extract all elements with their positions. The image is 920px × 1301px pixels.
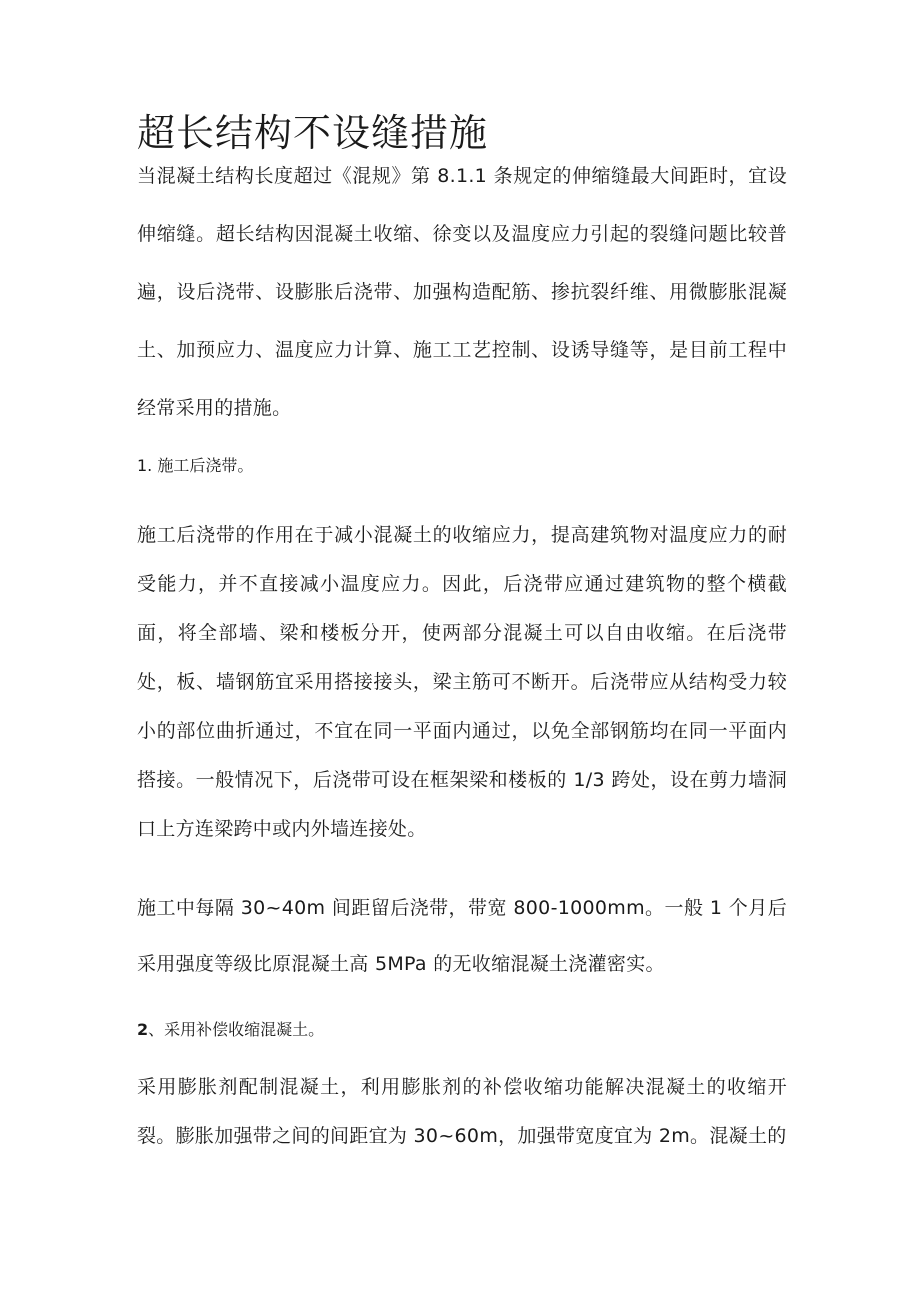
section-2-paragraph-1: 采用膨胀剂配制混凝土，利用膨胀剂的补偿收缩功能解决混凝土的收缩开裂。膨胀加强带之间的间距宜为 30~60m，加强带宽度宜为 2m。混凝土的: [137, 1076, 787, 1147]
document-title: 超长结构不设缝措施: [137, 111, 489, 155]
section-1-heading: 1. 施工后浇带。: [137, 456, 254, 475]
intro-paragraph: 当混凝土结构长度超过《混规》第 8.1.1 条规定的伸缩缝最大间距时，宜设伸缩缝。超长结构因混凝土收缩、徐变以及温度应力引起的裂缝问题比较普遍，设后浇带、设膨胀后浇带、加强构造配筋、掺抗裂纤维、用微膨胀混凝土、加预应力、温度应力计算、施工工艺控制、设诱导缝等，是目前工程中经常采用的措施。: [137, 165, 787, 419]
section-1-paragraph-1: 施工后浇带的作用在于减小混凝土的收缩应力，提高建筑物对温度应力的耐受能力，并不直接减小温度应力。因此，后浇带应通过建筑物的整个横截面，将全部墙、梁和楼板分开，使两部分混凝土可以自由收缩。在后浇带处，板、墙钢筋宜采用搭接接头，梁主筋可不断开。后浇带应从结构受力较小的部位曲折通过，不宜在同一平面内通过，以免全部钢筋均在同一平面内搭接。一般情况下，后浇带可设在框架梁和楼板的 1/3 跨处，设在剪力墙洞口上方连梁跨中或内外墙连接处。: [137, 524, 787, 840]
section-2-heading: [137, 1018, 324, 1042]
section-2-heading-text: 、采用补偿收缩混凝土。: [148, 1020, 325, 1039]
section-2-heading-number: 2: [137, 1020, 149, 1039]
section-1-paragraph-2: 施工中每隔 30~40m 间距留后浇带，带宽 800-1000mm。一般 1 个月后采用强度等级比原混凝土高 5MPa 的无收缩混凝土浇灌密实。: [137, 897, 787, 975]
